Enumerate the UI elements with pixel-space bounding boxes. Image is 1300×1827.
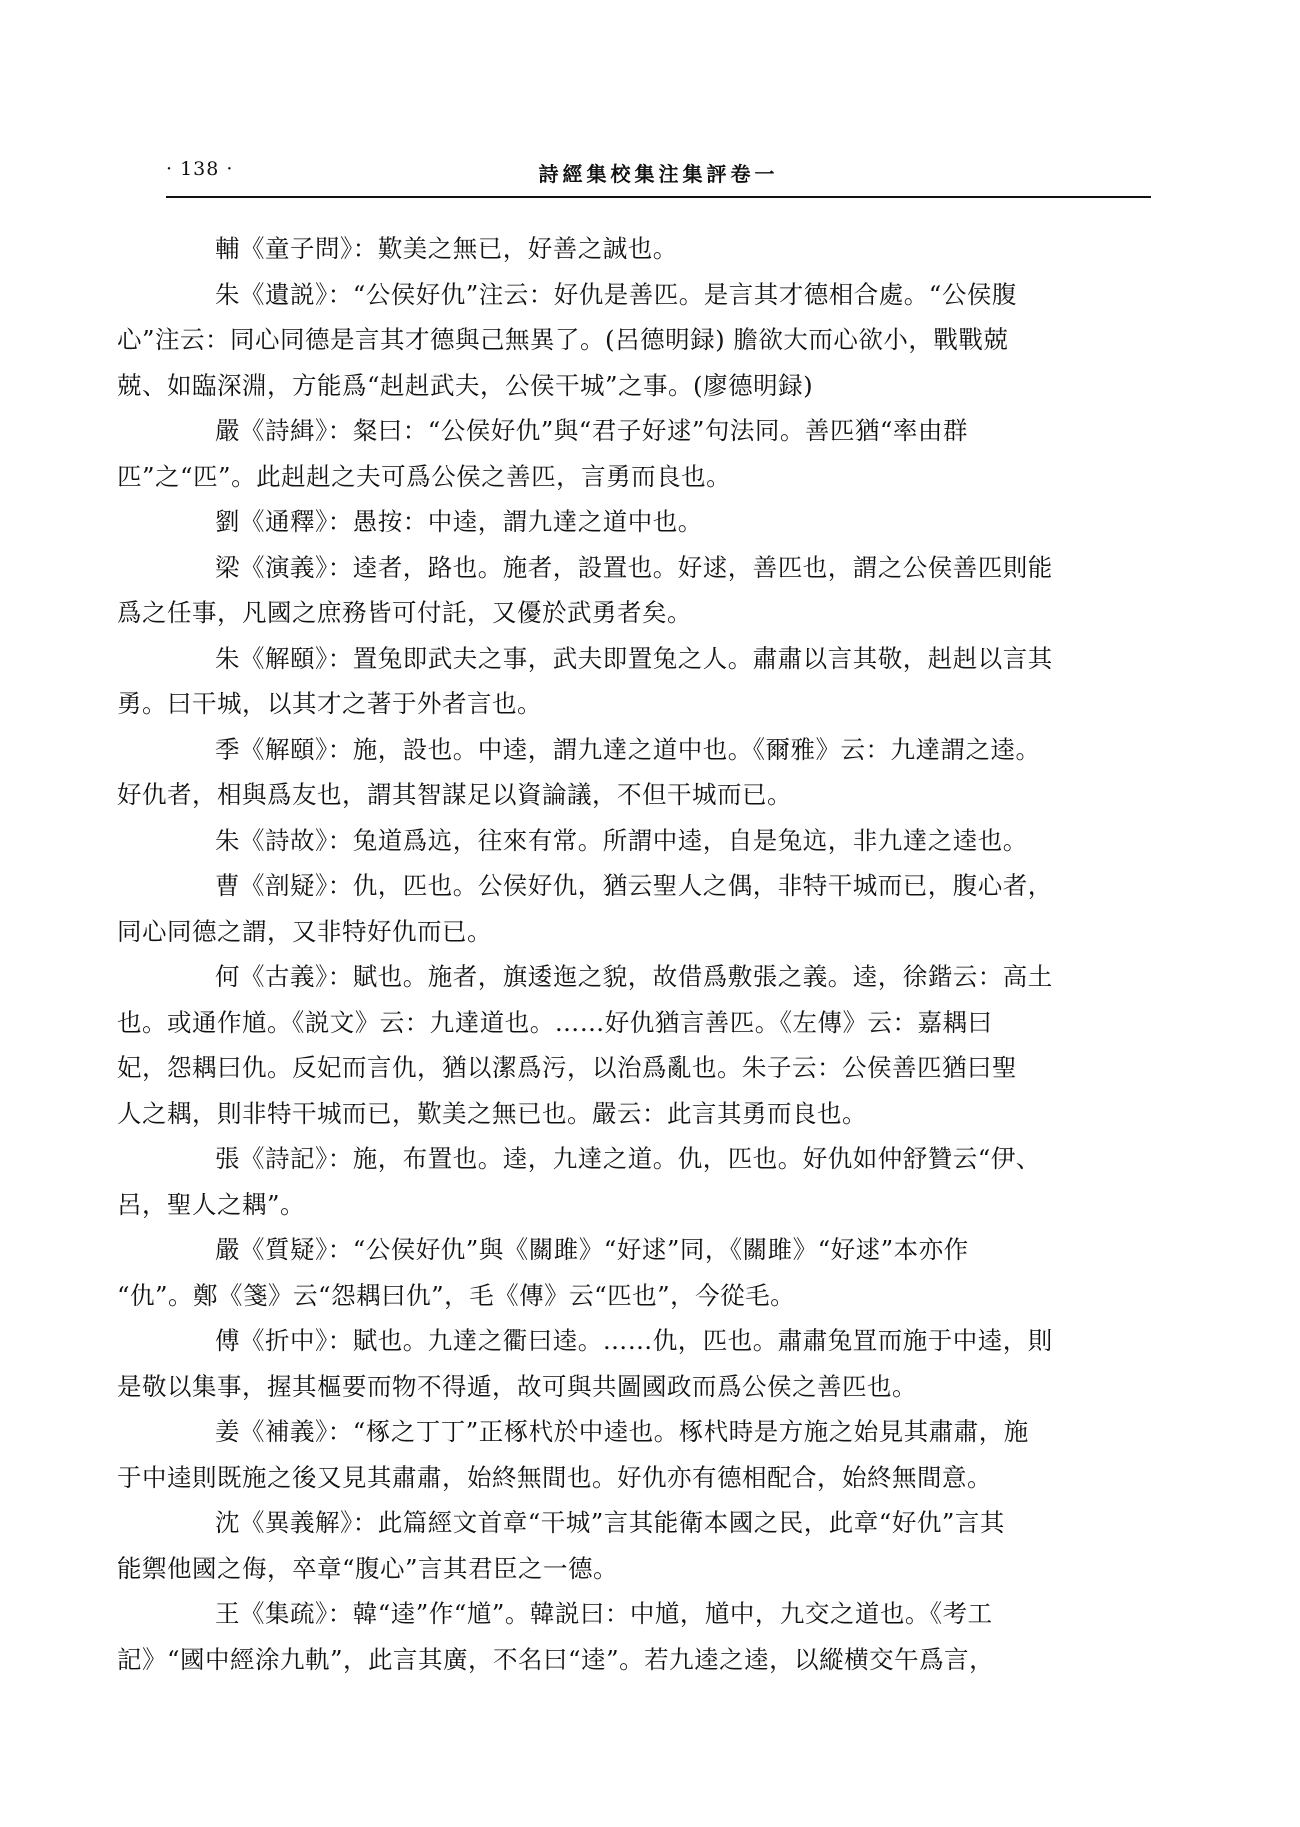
page-number: · 138 · bbox=[166, 158, 234, 180]
text-line: 記》“國中經涂九軌”，此言其廣，不名曰“逵”。若九逵之逵，以縱横交午爲言， bbox=[117, 1644, 995, 1674]
text-line: 曹《剖疑》：仇，匹也。公侯好仇，猶云聖人之偶，非特干城而已，腹心者， bbox=[215, 871, 1053, 900]
running-title: 詩經集校集注集評卷一 bbox=[538, 162, 779, 186]
text-line: 王《集疏》：韓“逵”作“馗”。韓説曰：中馗，馗中，九交之道也。《考工 bbox=[215, 1599, 993, 1628]
paragraph bbox=[117, 545, 1154, 636]
text-line: 何《古義》：賦也。施者，旗逶迤之貌，故借爲敷張之義。逵，徐鍇云：高土 bbox=[215, 962, 1053, 991]
text-line: 匹”之“匹”。此赳赳之夫可爲公侯之善匹，言勇而良也。 bbox=[117, 461, 732, 491]
paragraph bbox=[117, 954, 1154, 1136]
main-text bbox=[117, 226, 1154, 1682]
paragraph bbox=[117, 272, 1154, 409]
text-line: 季《解頤》：施，設也。中逵，謂九達之道中也。《爾雅》云：九達謂之逵。 bbox=[215, 734, 1041, 764]
text-line: 心”注云：同心同德是言其才德與己無異了。(呂德明録) 膽欲大而心欲小，戰戰兢 bbox=[117, 325, 1009, 354]
text-line: 兢、如臨深淵，方能爲“赳赳武夫，公侯干城”之事。(廖德明録) bbox=[117, 370, 814, 400]
text-line: 妃，怨耦曰仇。反妃而言仇，猶以潔爲污，以治爲亂也。朱子云：公侯善匹猶曰聖 bbox=[117, 1053, 1017, 1082]
text-line: 朱《解頤》：置兔即武夫之事，武夫即置兔之人。肅肅以言其敬，赳赳以言其 bbox=[215, 643, 1053, 673]
paragraph bbox=[117, 1591, 1154, 1682]
text-line: 好仇者，相與爲友也，謂其智謀足以資論議，不但干城而已。 bbox=[117, 780, 792, 809]
paragraph bbox=[117, 408, 1154, 499]
text-line: 梁《演義》：逵者，路也。施者，設置也。好逑，善匹也，謂之公侯善匹則能 bbox=[215, 552, 1053, 582]
text-line: 朱《詩故》：兔道爲迒，往來有常。所謂中逵，自是兔迒，非九達之逵也。 bbox=[215, 825, 1028, 855]
text-line: 嚴《質疑》：“公侯好仇”與《關雎》“好逑”同，《關雎》“好逑”本亦作 bbox=[215, 1235, 969, 1264]
paragraph bbox=[117, 727, 1154, 818]
text-line: 爲之任事，凡國之庶務皆可付託，又優於武勇者矣。 bbox=[117, 598, 692, 627]
text-line: 于中逵則既施之後又見其肅肅，始終無間也。好仇亦有德相配合，始終無間意。 bbox=[117, 1462, 992, 1492]
text-line: 呂，聖人之耦”。 bbox=[117, 1189, 306, 1219]
text-line: 勇。曰干城，以其才之著于外者言也。 bbox=[117, 689, 542, 718]
text-line: “仇”。鄭《箋》云“怨耦曰仇”，毛《傳》云“匹也”，今從毛。 bbox=[117, 1280, 796, 1310]
paragraph bbox=[117, 1136, 1154, 1227]
text-line: 輔《童子問》：歎美之無已，好善之誠也。 bbox=[215, 234, 678, 263]
paragraph bbox=[117, 636, 1154, 727]
paragraph bbox=[166, 499, 1154, 545]
text-line: 也。或通作馗。《説文》云：九達道也。……好仇猶言善匹。《左傳》云：嘉耦曰 bbox=[117, 1007, 993, 1037]
text-line: 能禦他國之侮，卒章“腹心”言其君臣之一德。 bbox=[117, 1553, 619, 1583]
text-line: 劉《通釋》：愚按：中逵，謂九達之道中也。 bbox=[215, 507, 703, 536]
paragraph bbox=[117, 1227, 1154, 1318]
paragraph bbox=[117, 1318, 1154, 1409]
text-line: 張《詩記》：施，布置也。逵，九達之道。仇，匹也。好仇如仲舒贊云“伊、 bbox=[215, 1144, 1041, 1173]
page-header bbox=[166, 158, 1151, 192]
text-line: 人之耦，則非特干城而已，歎美之無已也。嚴云：此言其勇而良也。 bbox=[117, 1098, 867, 1128]
text-line: 嚴《詩緝》：粲曰：“公侯好仇”與“君子好逑”句法同。善匹猶“率由群 bbox=[215, 416, 968, 445]
text-line: 傅《折中》：賦也。九達之衢曰逵。……仇，匹也。肅肅兔罝而施于中逵，則 bbox=[215, 1326, 1053, 1355]
paragraph bbox=[166, 226, 1154, 272]
header-rule bbox=[166, 196, 1151, 198]
text-line: 姜《補義》：“椓之丁丁”正椓杙於中逵也。椓杙時是方施之始見其肅肅，施 bbox=[215, 1417, 1029, 1446]
text-line: 沈《異義解》：此篇經文首章“干城”言其能衛本國之民，此章“好仇”言其 bbox=[215, 1508, 1005, 1537]
text-line: 朱《遺説》：“公侯好仇”注云：好仇是善匹。是言其才德相合處。“公侯腹 bbox=[215, 279, 1017, 309]
text-line: 同心同德之謂，又非特好仇而已。 bbox=[117, 916, 492, 946]
paragraph bbox=[166, 818, 1154, 864]
paragraph bbox=[117, 1409, 1154, 1500]
paragraph bbox=[117, 1500, 1154, 1591]
text-line: 是敬以集事，握其樞要而物不得遁，故可與共圖國政而爲公侯之善匹也。 bbox=[117, 1371, 917, 1401]
paragraph bbox=[117, 863, 1154, 954]
